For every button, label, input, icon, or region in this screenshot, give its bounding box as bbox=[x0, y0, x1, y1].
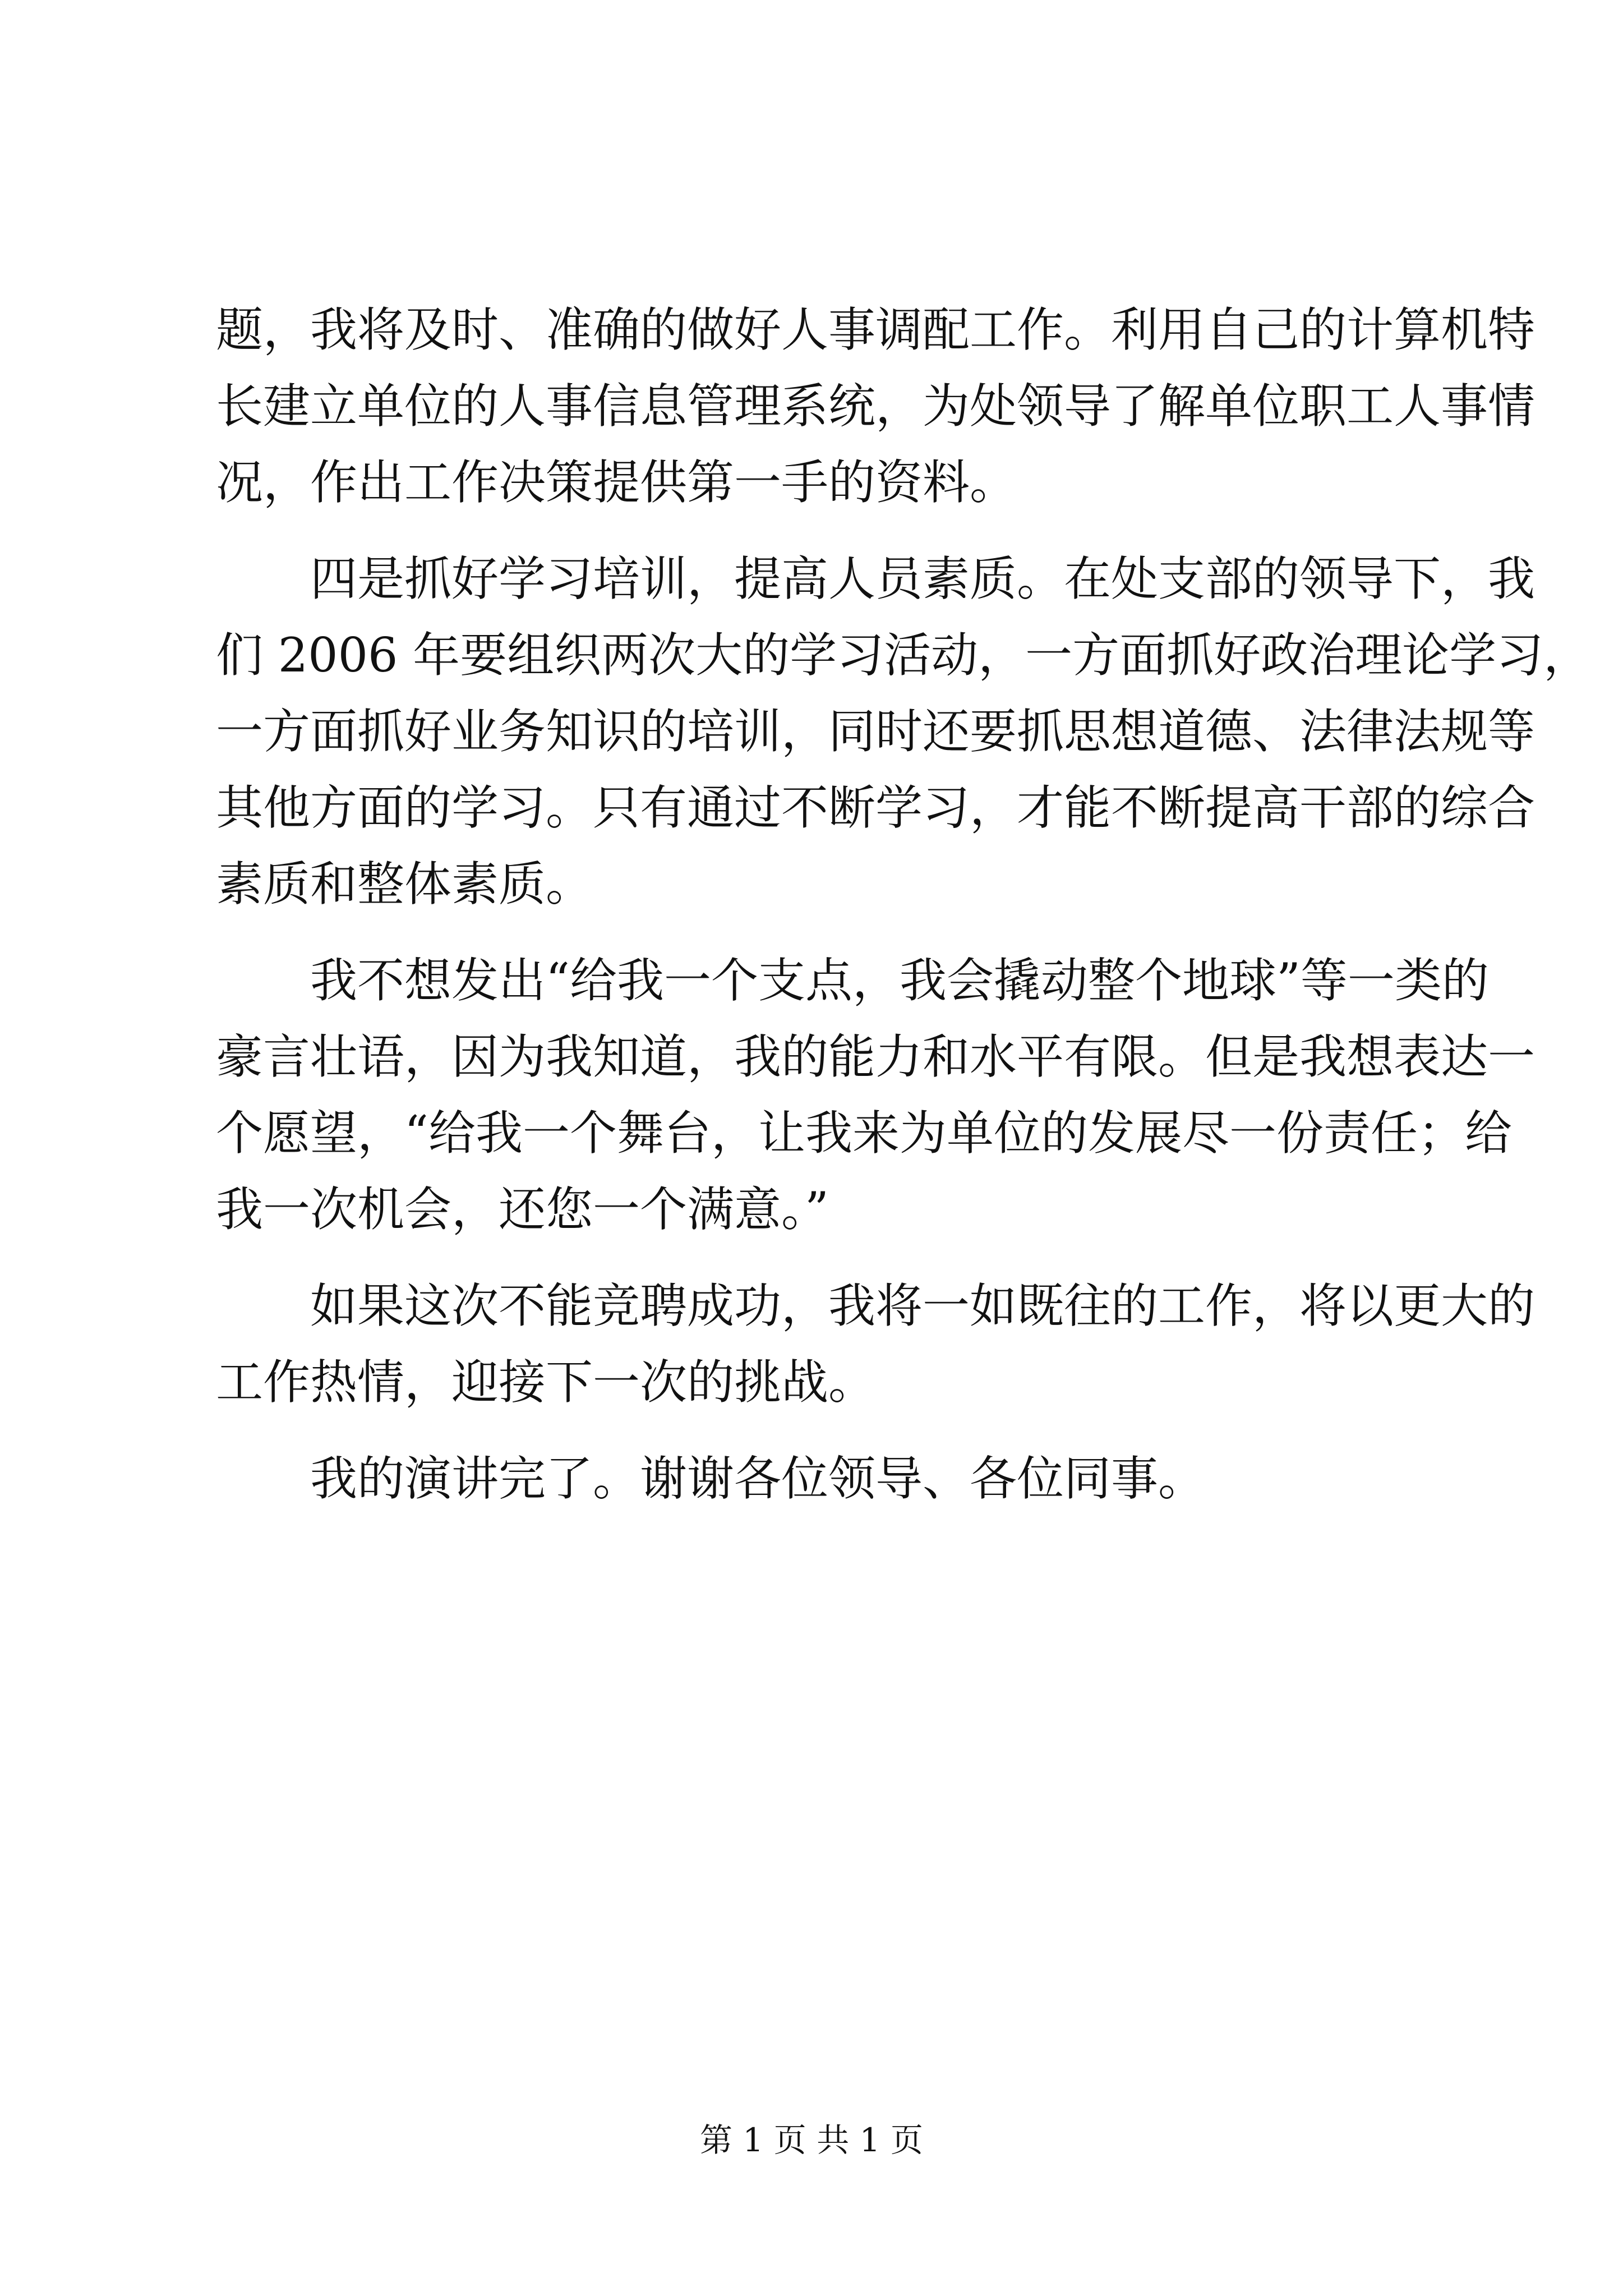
paragraph bbox=[216, 292, 1536, 521]
text-line: 题，我将及时、准确的做好人事调配工作。利用自己的计算机特 bbox=[216, 302, 1536, 357]
text-line: 四是抓好学习培训，提高人员素质。在处支部的领导下，我 bbox=[310, 551, 1536, 606]
page-footer bbox=[0, 2118, 1623, 2162]
paragraph bbox=[216, 1441, 1430, 1517]
page-number: 第 1 页 共 1 页 bbox=[700, 2121, 923, 2159]
text-line: 我不想发出“给我一个支点，我会撬动整个地球”等一类的 bbox=[310, 953, 1489, 1008]
text-line: 其他方面的学习。只有通过不断学习，才能不断提高干部的综合 bbox=[216, 780, 1536, 835]
text-line: 豪言壮语，因为我知道，我的能力和水平有限。但是我想表达一 bbox=[216, 1029, 1536, 1084]
text-line: 如果这次不能竞聘成功，我将一如既往的工作，将以更大的 bbox=[310, 1278, 1536, 1333]
text-line: 工作热情，迎接下一次的挑战。 bbox=[216, 1355, 876, 1410]
text-line: 们 2006 年要组织两次大的学习活动，一方面抓好政治理论学习， bbox=[216, 628, 1591, 683]
document-body bbox=[216, 292, 1591, 1517]
paragraph bbox=[216, 541, 1591, 922]
text-line: 我一次机会，还您一个满意。” bbox=[216, 1182, 829, 1237]
paragraph bbox=[216, 942, 1536, 1248]
text-line: 长建立单位的人事信息管理系统，为处领导了解单位职工人事情 bbox=[216, 379, 1536, 434]
text-line: 素质和整体素质。 bbox=[216, 857, 593, 912]
text-line: 我的演讲完了。谢谢各位领导、各位同事。 bbox=[310, 1451, 1206, 1506]
text-line: 个愿望，“给我一个舞台，让我来为单位的发展尽一份责任；给 bbox=[216, 1106, 1512, 1161]
text-line: 一方面抓好业务知识的培训，同时还要抓思想道德、法律法规等 bbox=[216, 704, 1536, 759]
paragraph bbox=[216, 1268, 1536, 1420]
text-line: 况，作出工作决策提供第一手的资料。 bbox=[216, 455, 1017, 510]
